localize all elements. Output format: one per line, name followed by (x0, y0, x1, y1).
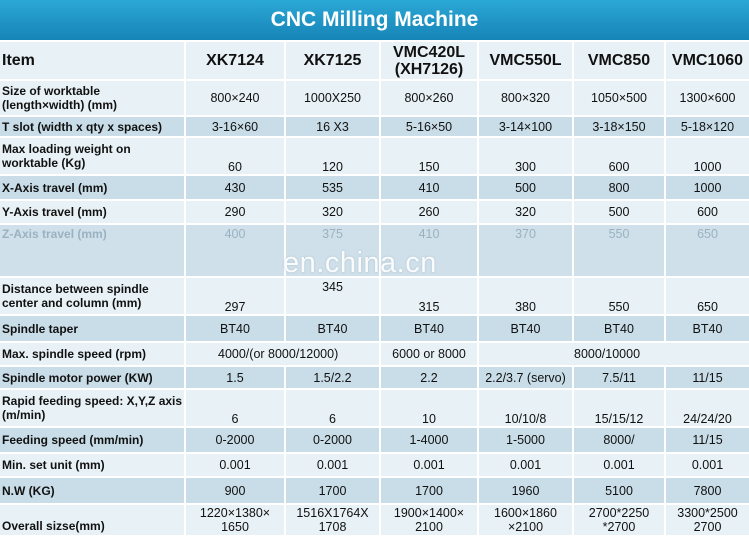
table-row (0, 427, 749, 453)
cell: 6 (185, 389, 285, 427)
cell: 650 (665, 224, 749, 277)
cell: 1-4000 (380, 427, 478, 453)
cell: 8000/10000 (478, 342, 749, 366)
row-label: Overall sizse(mm) (0, 504, 185, 536)
cell: 370 (478, 224, 573, 277)
cell: 430 (185, 175, 285, 200)
cell: 315 (380, 277, 478, 315)
cell: 5100 (573, 477, 665, 504)
cell: 1700 (380, 477, 478, 504)
row-label: Max. spindle speed (rpm) (0, 342, 185, 366)
cell: 535 (285, 175, 380, 200)
row-label: X-Axis travel (mm) (0, 175, 185, 200)
cell: 320 (285, 200, 380, 224)
table-row (0, 175, 749, 200)
cell: 0-2000 (285, 427, 380, 453)
cell: 3-14×100 (478, 116, 573, 137)
cell: 10 (380, 389, 478, 427)
cell: 1516X1764X 1708 (285, 504, 380, 536)
cell: 4000/(or 8000/12000) (185, 342, 380, 366)
row-label: Size of worktable (length×width) (mm) (0, 80, 185, 116)
row-label: Rapid feeding speed: X,Y,Z axis (m/min) (0, 389, 185, 427)
cell: 7800 (665, 477, 749, 504)
cell: 1.5 (185, 366, 285, 389)
header-model: VMC1060 (665, 42, 749, 80)
header-model: VMC420L (XH7126) (380, 42, 478, 80)
cell: 11/15 (665, 366, 749, 389)
table-row (0, 137, 749, 175)
cell: 290 (185, 200, 285, 224)
cell: 297 (185, 277, 285, 315)
cell: 0.001 (573, 453, 665, 477)
table-row (0, 453, 749, 477)
cell: 10/10/8 (478, 389, 573, 427)
cell: 2.2/3.7 (servo) (478, 366, 573, 389)
cell: 600 (665, 200, 749, 224)
cell: 500 (573, 200, 665, 224)
cell: 1000 (665, 137, 749, 175)
title-banner (0, 0, 749, 40)
header-model: VMC550L (478, 42, 573, 80)
cell: 550 (573, 224, 665, 277)
row-label: Y-Axis travel (mm) (0, 200, 185, 224)
cell: 1-5000 (478, 427, 573, 453)
cell: BT40 (573, 315, 665, 342)
row-label: Min. set unit (mm) (0, 453, 185, 477)
cell: 410 (380, 224, 478, 277)
table-header-row (0, 42, 749, 80)
header-model: XK7124 (185, 42, 285, 80)
row-label: Z-Axis travel (mm) (0, 224, 185, 277)
table-row (0, 504, 749, 536)
cell: 900 (185, 477, 285, 504)
cell: 410 (380, 175, 478, 200)
table-row (0, 116, 749, 137)
cell: 500 (478, 175, 573, 200)
cell: 1000 (665, 175, 749, 200)
page-title: CNC Milling Machine (270, 8, 479, 31)
cell: 0.001 (478, 453, 573, 477)
cell: 60 (185, 137, 285, 175)
cell: 16 X3 (285, 116, 380, 137)
cell: 300 (478, 137, 573, 175)
cell: 550 (573, 277, 665, 315)
table-row (0, 366, 749, 389)
cell: 6 (285, 389, 380, 427)
header-model: XK7125 (285, 42, 380, 80)
row-label: Spindle taper (0, 315, 185, 342)
cell: 1900×1400× 2100 (380, 504, 478, 536)
cell: BT40 (185, 315, 285, 342)
cell: 3-18×150 (573, 116, 665, 137)
cell: 320 (478, 200, 573, 224)
cell: 0.001 (380, 453, 478, 477)
table-row (0, 477, 749, 504)
cell: 1000X250 (285, 80, 380, 116)
cell: 6000 or 8000 (380, 342, 478, 366)
cell: 11/15 (665, 427, 749, 453)
row-label: Max loading weight on worktable (Kg) (0, 137, 185, 175)
cell: 0-2000 (185, 427, 285, 453)
cell: 5-18×120 (665, 116, 749, 137)
cell: 800 (573, 175, 665, 200)
cell: 7.5/11 (573, 366, 665, 389)
row-label: Distance between spindle center and column (mm) (0, 277, 185, 315)
table-row (0, 277, 749, 315)
cell: BT40 (380, 315, 478, 342)
cell: 3-16×60 (185, 116, 285, 137)
specs-table (0, 42, 749, 537)
header-item: Item (0, 42, 185, 80)
cell: BT40 (665, 315, 749, 342)
row-label: Feeding speed (mm/min) (0, 427, 185, 453)
cell: 1.5/2.2 (285, 366, 380, 389)
cell: 1050×500 (573, 80, 665, 116)
cell: 800×320 (478, 80, 573, 116)
cell: 345 (285, 277, 380, 315)
table-row (0, 200, 749, 224)
table-row (0, 315, 749, 342)
cell: 1600×1860 ×2100 (478, 504, 573, 536)
row-label: T slot (width x qty x spaces) (0, 116, 185, 137)
cell: 400 (185, 224, 285, 277)
cell: 0.001 (285, 453, 380, 477)
cell: 375 (285, 224, 380, 277)
cell: BT40 (285, 315, 380, 342)
cell: BT40 (478, 315, 573, 342)
cell: 600 (573, 137, 665, 175)
cell: 260 (380, 200, 478, 224)
cell: 1220×1380× 1650 (185, 504, 285, 536)
row-label: Spindle motor power (KW) (0, 366, 185, 389)
cell: 2700*2250 *2700 (573, 504, 665, 536)
table-row (0, 80, 749, 116)
cell: 120 (285, 137, 380, 175)
cell: 1300×600 (665, 80, 749, 116)
cell: 650 (665, 277, 749, 315)
table-row (0, 342, 749, 366)
cell: 0.001 (665, 453, 749, 477)
cell: 24/24/20 (665, 389, 749, 427)
cell: 380 (478, 277, 573, 315)
cell: 3300*2500 2700 (665, 504, 749, 536)
header-model: VMC850 (573, 42, 665, 80)
cell: 800×260 (380, 80, 478, 116)
cell: 1700 (285, 477, 380, 504)
cell: 5-16×50 (380, 116, 478, 137)
table-row (0, 224, 749, 277)
watermark-text: en.china.cn (283, 247, 437, 279)
cell: 1960 (478, 477, 573, 504)
cell: 800×240 (185, 80, 285, 116)
cell: 150 (380, 137, 478, 175)
cell: 0.001 (185, 453, 285, 477)
cell: 2.2 (380, 366, 478, 389)
cell: 8000/ (573, 427, 665, 453)
row-label: N.W (KG) (0, 477, 185, 504)
cell: 15/15/12 (573, 389, 665, 427)
table-row (0, 389, 749, 427)
